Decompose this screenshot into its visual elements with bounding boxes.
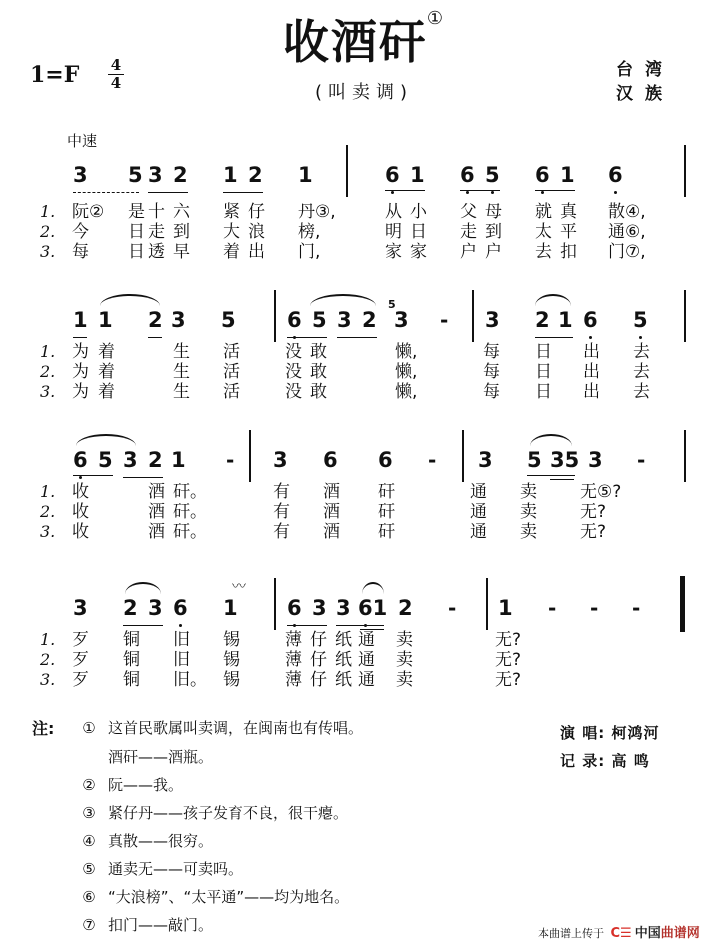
footnote-item: 酒矸——酒瓶。 xyxy=(108,748,214,766)
note: 1 xyxy=(223,163,238,187)
footnote-item: ③ 紧仔丹——孩子发育不良，很干瘪。 xyxy=(82,804,349,822)
note: 2 xyxy=(173,163,188,187)
note: 1 xyxy=(560,163,575,187)
footnotes-label: 注: xyxy=(32,719,55,738)
origin: 台湾 汉族 xyxy=(616,60,674,104)
footnote-item: ⑤ 通卖无——可卖吗。 xyxy=(82,860,244,878)
singer-credit: 演 唱: 柯鸿河 xyxy=(560,724,660,742)
grace-note: 5 xyxy=(388,298,396,311)
note: 1 xyxy=(298,163,313,187)
note: 1 xyxy=(410,163,425,187)
slur xyxy=(100,294,160,306)
note: 2 xyxy=(248,163,263,187)
time-signature: 4 4 xyxy=(108,58,124,91)
note: 3 xyxy=(73,163,88,187)
barline xyxy=(684,145,686,197)
verse-line: 1. 阮② 是 十 六 紧 仔 丹③, 从 小 父 母 就 真 散④, xyxy=(40,202,646,222)
recorder-credit: 记 录: 高 鸣 xyxy=(560,752,650,770)
title-footnote-mark: ① xyxy=(426,8,446,29)
tempo-marking: 中速 xyxy=(67,132,98,150)
final-barline xyxy=(680,576,685,632)
mordent-icon: 〰 xyxy=(232,579,244,595)
lyrics-system-2: 1. 为 着 生 活 没 敢 懒, 每 日 出 去 2. 为 着 生 活 没 敢 懒, 每 日 出 去 3. 为 着 生 活 没 敢 懒, 每 日 出 去 xyxy=(40,342,650,402)
lyrics-system-4: 1. 歹 铜 旧 锡 薄 仔 纸 通 卖 无? 2. 歹 铜 旧 锡 薄 仔 纸 通 卖 无? 3. 歹 铜 旧。 锡 薄 仔 纸 通 卖 无? xyxy=(40,630,522,690)
note: 6 xyxy=(535,163,550,187)
watermark: 本曲谱上传于 C☰ 中国曲谱网 xyxy=(538,926,700,941)
note: 3 xyxy=(148,163,163,187)
verse-line: 3. 每 日 透 早 着 出 门, 家 家 户 户 去 扣 门⑦, xyxy=(40,242,646,262)
verse-line: 2. 今 日 走 到 大 浪 榜, 明 日 走 到 太 平 通⑥, xyxy=(40,222,646,242)
note: 6 xyxy=(608,163,623,187)
note: 6 xyxy=(385,163,400,187)
site-logo-icon: C☰ xyxy=(610,926,632,941)
key-signature: 1=F xyxy=(30,62,80,88)
footnote-item: ② 阮——我。 xyxy=(82,776,184,794)
barline xyxy=(346,145,348,197)
footnote-item: ① 这首民歌属叫卖调，在闽南也有传唱。 xyxy=(82,719,364,737)
note: 5 xyxy=(128,163,143,187)
lyrics-system-3: 1. 收 酒 矸。 有 酒 矸 通 卖 无⑤? 2. 收 酒 矸。 有 酒 矸 通 卖 无? 3. 收 酒 矸。 有 酒 矸 通 卖 无? xyxy=(40,482,622,542)
subtitle: (叫卖调) xyxy=(314,82,414,103)
lyrics-system-1 xyxy=(40,202,646,262)
footnote-item: ⑥ “大浪榜”、“太平通”——均为地名。 xyxy=(82,888,350,906)
song-title: 收酒矸① xyxy=(282,8,446,69)
footnote-item: ⑦ 扣门——敲门。 xyxy=(82,916,214,934)
note: 6 xyxy=(460,163,475,187)
note: 5 xyxy=(485,163,500,187)
footnote-item: ④ 真散——很穷。 xyxy=(82,832,214,850)
